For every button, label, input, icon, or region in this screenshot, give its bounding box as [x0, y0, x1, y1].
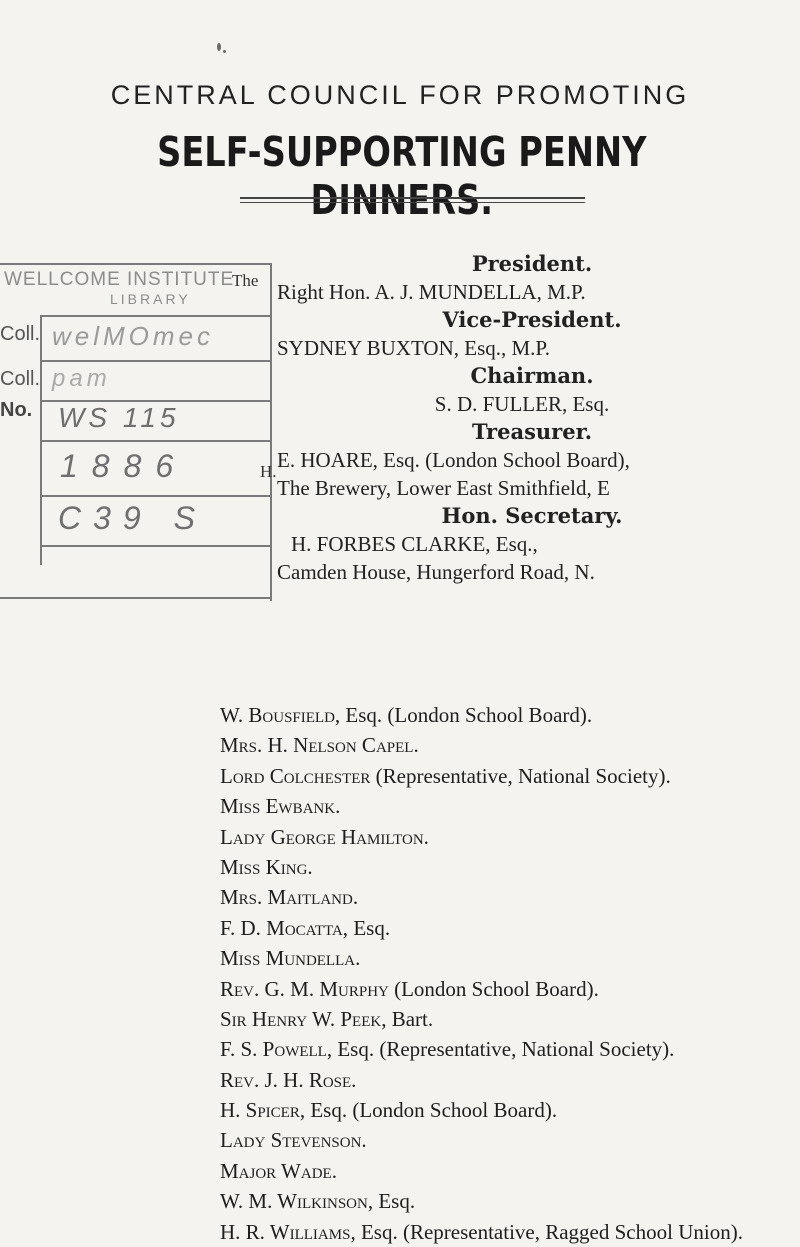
member-row: [220, 730, 800, 760]
officers-list: [277, 250, 787, 586]
member-row: [220, 974, 800, 1004]
member-name: Lady George Hamilton.: [220, 824, 429, 849]
chairman-name: S. D. FULLER, Esq.: [434, 392, 610, 416]
stamp-no-label: No.: [0, 399, 33, 421]
vice-president-name: SYDNEY BUXTON, Esq., M.P.: [277, 336, 551, 360]
header-line-1: CENTRAL COUNCIL FOR PROMOTING: [110, 80, 690, 110]
member-name: Rev. G. M. Murphy: [220, 976, 389, 1001]
member-row: [220, 943, 800, 973]
member-row: [220, 852, 800, 882]
stamp-border: [0, 263, 270, 265]
member-name: Mrs. Maitland.: [220, 885, 359, 910]
member-row: [220, 1004, 800, 1034]
stamp-shelf-mark-2: C39 S: [58, 500, 207, 536]
member-row: [220, 1095, 800, 1125]
stamp-border: [270, 263, 272, 601]
secretary-name: H. FORBES CLARKE, Esq.,: [291, 532, 538, 556]
stamp-institute-text: WELLCOME INSTITUTE: [4, 269, 235, 290]
stamp-border: [40, 545, 270, 547]
member-detail: (London School Board).: [388, 976, 599, 1001]
member-detail: Esq.: [373, 1189, 416, 1214]
member-row: [220, 882, 800, 912]
member-row: [220, 1034, 800, 1064]
member-name: Sir Henry W. Peek,: [220, 1006, 387, 1031]
stamp-coll2-value: pam: [52, 365, 111, 392]
stamp-coll-label: Coll.: [0, 323, 41, 345]
member-row: [220, 822, 800, 852]
stamp-no-value: WS 115: [58, 402, 180, 433]
member-row: [220, 1186, 800, 1216]
member-row: [220, 1156, 800, 1186]
treasurer-address: The Brewery, Lower East Smithfield, E: [277, 476, 610, 500]
stamp-border: [0, 597, 270, 599]
member-detail: Bart.: [386, 1006, 434, 1031]
secretary-address: Camden House, Hungerford Road, N.: [277, 560, 595, 584]
member-row: [220, 700, 800, 730]
header-line-2: SELF-SUPPORTING PENNY DINNERS.: [157, 128, 647, 224]
secretary-heading: Hon. Secretary.: [441, 503, 623, 528]
stamp-coll2-label: Coll.: [0, 368, 41, 390]
stamp-border: [40, 440, 270, 442]
stamp-border: [40, 495, 270, 497]
member-name: Miss Ewbank.: [220, 794, 341, 819]
member-name: Miss King.: [220, 854, 313, 879]
council-members-list: [220, 700, 800, 1247]
divider-rule: [240, 197, 585, 199]
member-name: W. Bousfield,: [220, 703, 341, 727]
member-name: Lady Stevenson.: [220, 1128, 367, 1153]
paper-speck: [223, 50, 226, 53]
library-stamp: [0, 255, 277, 600]
member-row: [220, 761, 800, 791]
member-row: [220, 913, 800, 943]
member-name: H. Spicer,: [220, 1098, 306, 1123]
president-name: Right Hon. A. J. MUNDELLA, M.P.: [277, 280, 586, 304]
treasurer-heading: Treasurer.: [471, 419, 593, 444]
member-row: [220, 1217, 800, 1247]
chairman-heading: Chairman.: [470, 363, 594, 388]
member-row: [220, 791, 800, 821]
member-name: W. M. Wilkinson,: [220, 1189, 374, 1214]
stamp-library-text: LIBRARY: [110, 291, 191, 307]
divider-rule-thin: [240, 202, 585, 203]
member-name: Mrs. H. Nelson Capel.: [220, 733, 419, 758]
member-name: H. R. Williams,: [220, 1219, 356, 1244]
member-name: F. S. Powell,: [220, 1037, 333, 1062]
member-detail: Esq. (Representative, Ragged School Union).: [355, 1219, 743, 1244]
stamp-the-text: The: [232, 271, 259, 290]
member-detail: Esq. (London School Board).: [340, 703, 593, 727]
paper-speck: [217, 43, 221, 51]
member-detail: Esq.: [348, 915, 391, 940]
member-name: Lord Colchester: [220, 763, 371, 788]
stamp-border: [40, 315, 270, 317]
member-detail: Esq. (London School Board).: [305, 1098, 558, 1123]
stamp-border: [40, 360, 270, 362]
member-row: [220, 1125, 800, 1155]
member-name: Major Wade.: [220, 1158, 337, 1183]
member-detail: Esq. (Representative, National Society).: [332, 1037, 675, 1062]
vice-president-heading: Vice-President.: [442, 307, 622, 332]
stamp-h-text: H.: [260, 462, 277, 481]
stamp-shelf-mark: 1886: [60, 448, 188, 484]
member-name: Miss Mundella.: [220, 946, 361, 971]
member-name: F. D. Mocatta,: [220, 915, 349, 940]
member-row: [220, 1065, 800, 1095]
treasurer-name: E. HOARE, Esq. (London School Board),: [277, 448, 630, 472]
president-heading: President.: [471, 251, 593, 276]
member-name: Rev. J. H. Rose.: [220, 1067, 357, 1092]
member-detail: (Representative, National Society).: [370, 763, 671, 788]
stamp-coll-value: welMOmec: [52, 321, 215, 351]
